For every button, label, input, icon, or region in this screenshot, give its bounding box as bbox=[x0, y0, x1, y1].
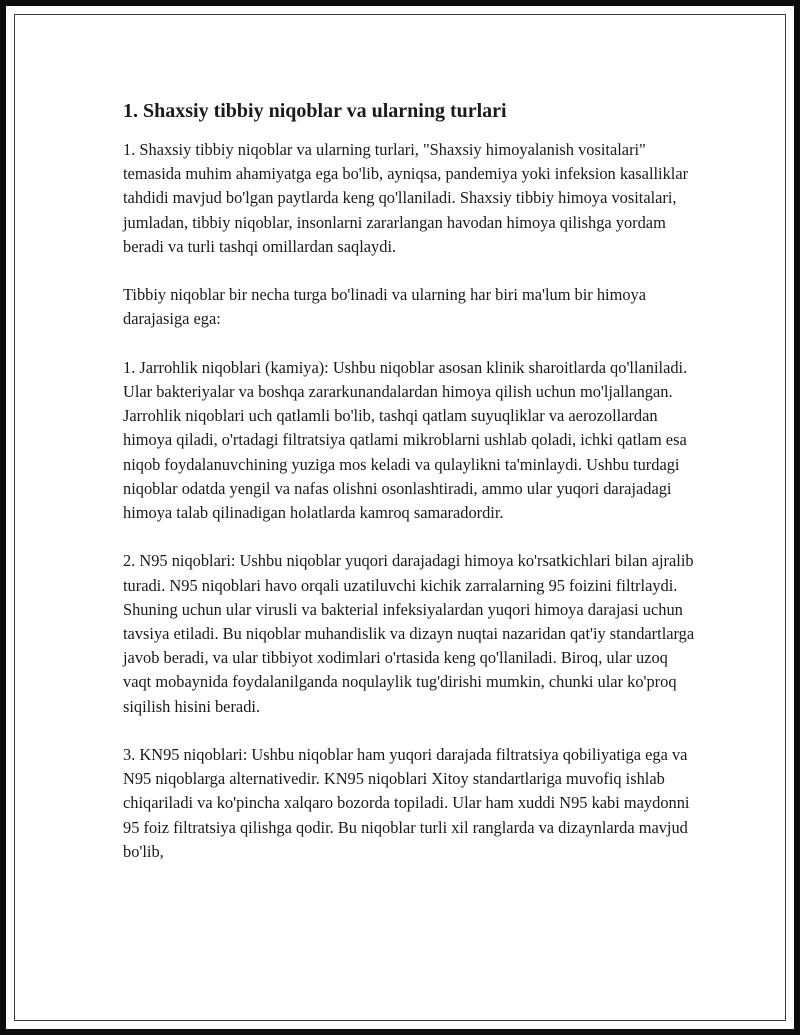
paragraph-intro: 1. Shaxsiy tibbiy niqoblar va ularning turlari, "Shaxsiy himoyalanish vositalari" temasida muhim ahamiyatga ega bo'lib, ayniqsa, pandemiya yoki infeksion kasalliklar tahdidi mavjud bo'lgan paytlarda keng qo'llaniladi. Shaxsiy tibbiy himoya vositalari, jumladan, tibbiy niqoblar, insonlarni zararlangan havodan himoya qilishga yordam beradi va turli tashqi omillardan saqlaydi. bbox=[123, 140, 689, 256]
paragraph-kn95-masks: 3. KN95 niqoblari: Ushbu niqoblar ham yuqori darajada filtratsiya qobiliyatiga ega va N95 niqoblarga alternativedir. KN95 niqoblari Xitoy standartlariga muvofiq ishlab chiqariladi va ko'pincha xalqaro bozorda topiladi. Ular ham xuddi N95 kabi maydonni 95 foiz filtratsiya qilishga qodir. Bu niqoblar turli xil ranglarda va dizaynlarda mavjud bo'lib, bbox=[123, 745, 690, 861]
paragraph-n95-masks: 2. N95 niqoblari: Ushbu niqoblar yuqori darajadagi himoya ko'rsatkichlari bilan ajralib turadi. N95 niqoblari havo orqali uzatiluvchi kichik zarralarning 95 foizini filtrlaydi. Shuning uchun ular virusli va bakterial infeksiyalardan yuqori himoya darajasi uchun tavsiya etiladi. Bu niqoblar muhandislik va dizayn nuqtai nazaridan qat'iy standartlarga javob beradi, va ular tibbiyot xodimlari o'rtasida keng qo'llaniladi. Biroq, ular uzoq vaqt mobaynida foydalanilganda noqulaylik tug'dirishi mumkin, chunki ular ko'proq siqilish hisini beradi. bbox=[123, 551, 695, 716]
document-body bbox=[123, 98, 695, 864]
paragraph-types-intro: Tibbiy niqoblar bir necha turga bo'linadi va ularning har biri ma'lum bir himoya darajasiga ega: bbox=[123, 285, 647, 329]
paragraph-surgical-masks: 1. Jarrohlik niqoblari (kamiya): Ushbu niqoblar asosan klinik sharoitlarda qo'llaniladi. Ular bakteriyalar va boshqa zararkunandalardan himoya qilish uchun mo'ljallangan. Jarrohlik niqoblari uch qatlamli bo'lib, tashqi qatlam suyuqliklar va aerozollardan himoya qiladi, o'rtadagi filtratsiya qatlami mikroblarni ushlab qoladi, ichki qatlam esa niqob foydalanuvchining yuziga mos keladi va qulaylikni ta'minlaydi. Ushbu turdagi niqoblar odatda yengil va nafas olishni osonlashtiradi, ammo ular yuqori darajadagi himoya talab qilinadigan holatlarda kamroq samaradordir. bbox=[123, 357, 688, 523]
document-title: 1. Shaxsiy tibbiy niqoblar va ularning turlari bbox=[123, 100, 507, 122]
